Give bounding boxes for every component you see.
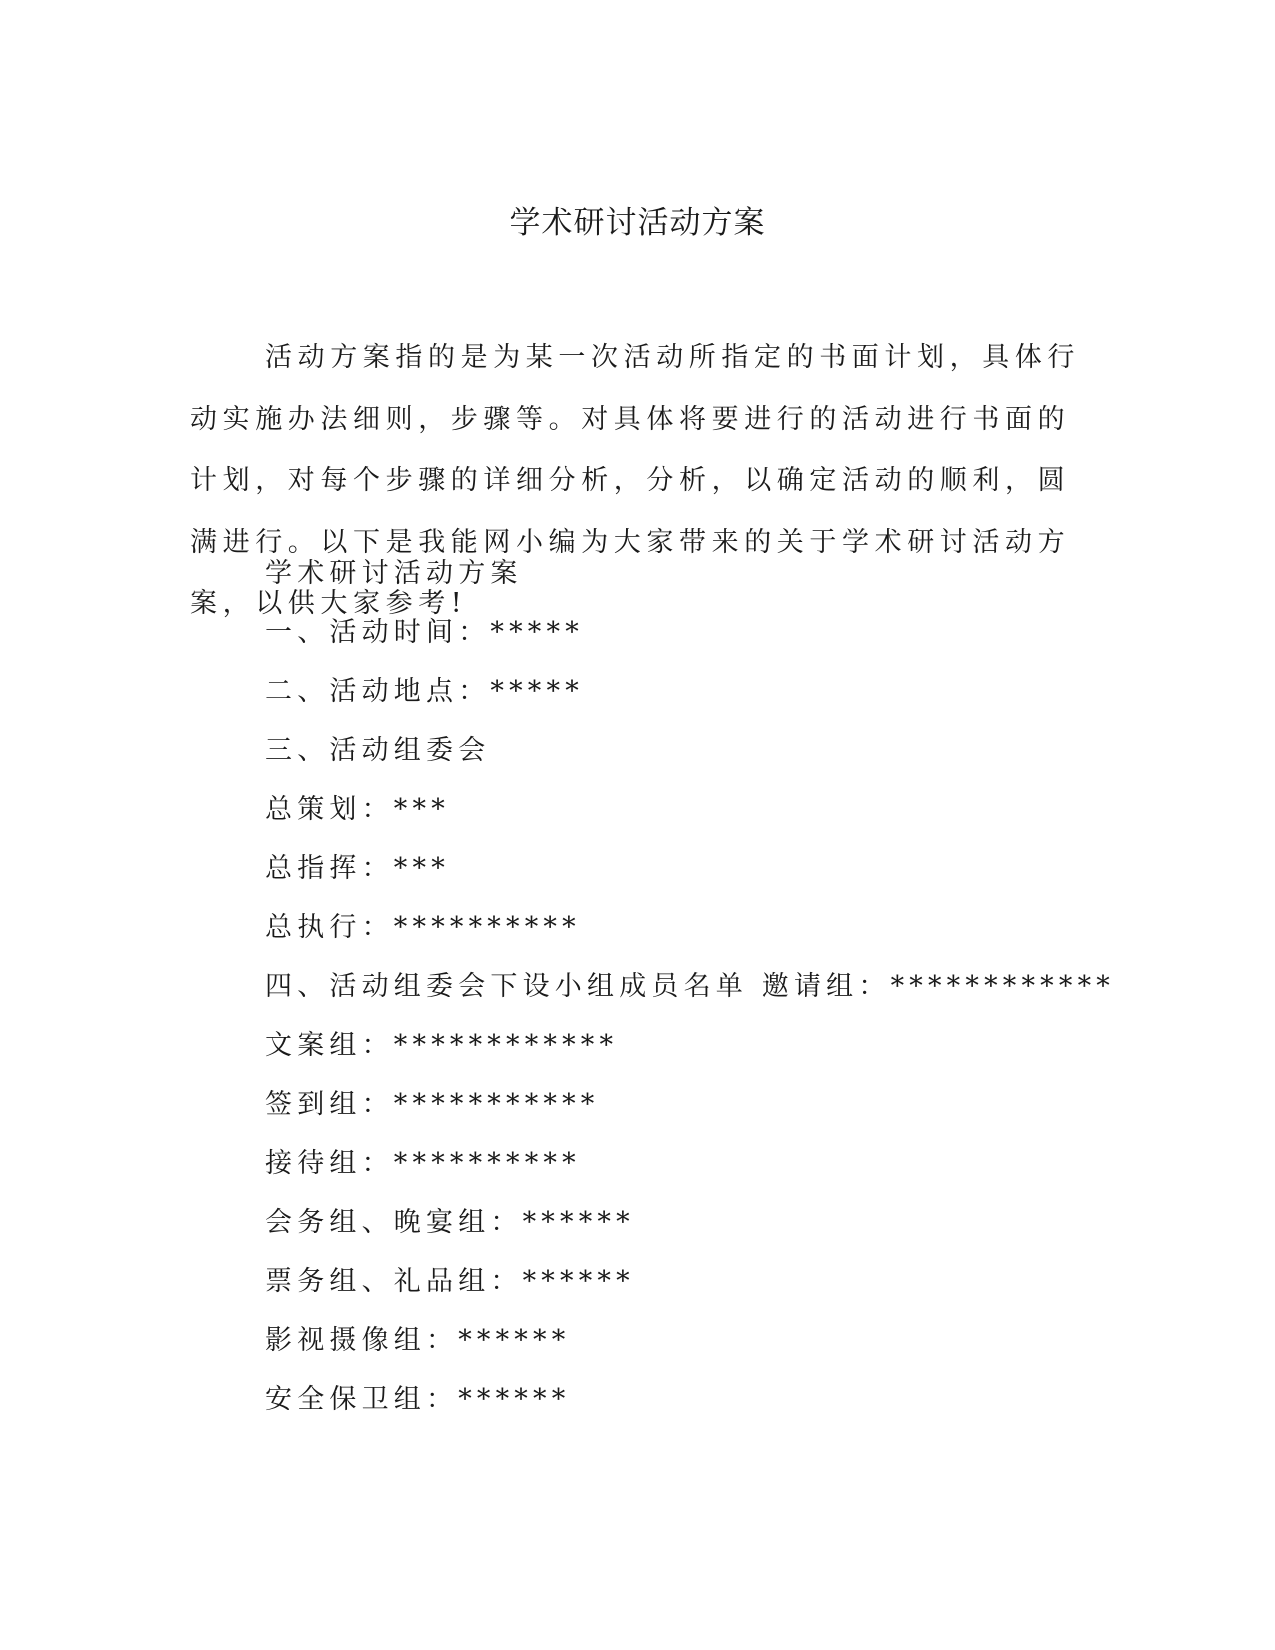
section-heading: 学术研讨活动方案 (265, 558, 523, 589)
list-item: 四、活动组委会下设小组成员名单 邀请组：************ (265, 971, 1115, 1002)
list-item: 总策划：*** (265, 794, 450, 825)
list-item: 总指挥：*** (265, 853, 450, 884)
list-item: 二、活动地点：***** (265, 676, 584, 707)
list-item: 三、活动组委会 (265, 735, 491, 766)
list-item: 总执行：********** (265, 912, 581, 943)
list-item: 文案组：************ (265, 1030, 619, 1061)
list-item: 签到组：*********** (265, 1089, 600, 1120)
list-item: 一、活动时间：***** (265, 617, 584, 648)
list-item: 票务组、礼品组：****** (265, 1266, 635, 1297)
document-title: 学术研讨活动方案 (509, 205, 766, 241)
list-item: 安全保卫组：****** (265, 1384, 571, 1415)
list-item: 会务组、晚宴组：****** (265, 1207, 635, 1238)
list-item: 接待组：********** (265, 1148, 581, 1179)
intro-paragraph: 活动方案指的是为某一次活动所指定的书面计划，具体行动实施办法细则，步骤等。对具体将要进行的活动进行书面的计划，对每个步骤的详细分析，分析，以确定活动的顺利，圆满进行。以下是我能网小编为大家带来的关于学术研讨活动方案，以供大家参考! (190, 342, 1080, 619)
list-item: 影视摄像组：****** (265, 1325, 571, 1356)
